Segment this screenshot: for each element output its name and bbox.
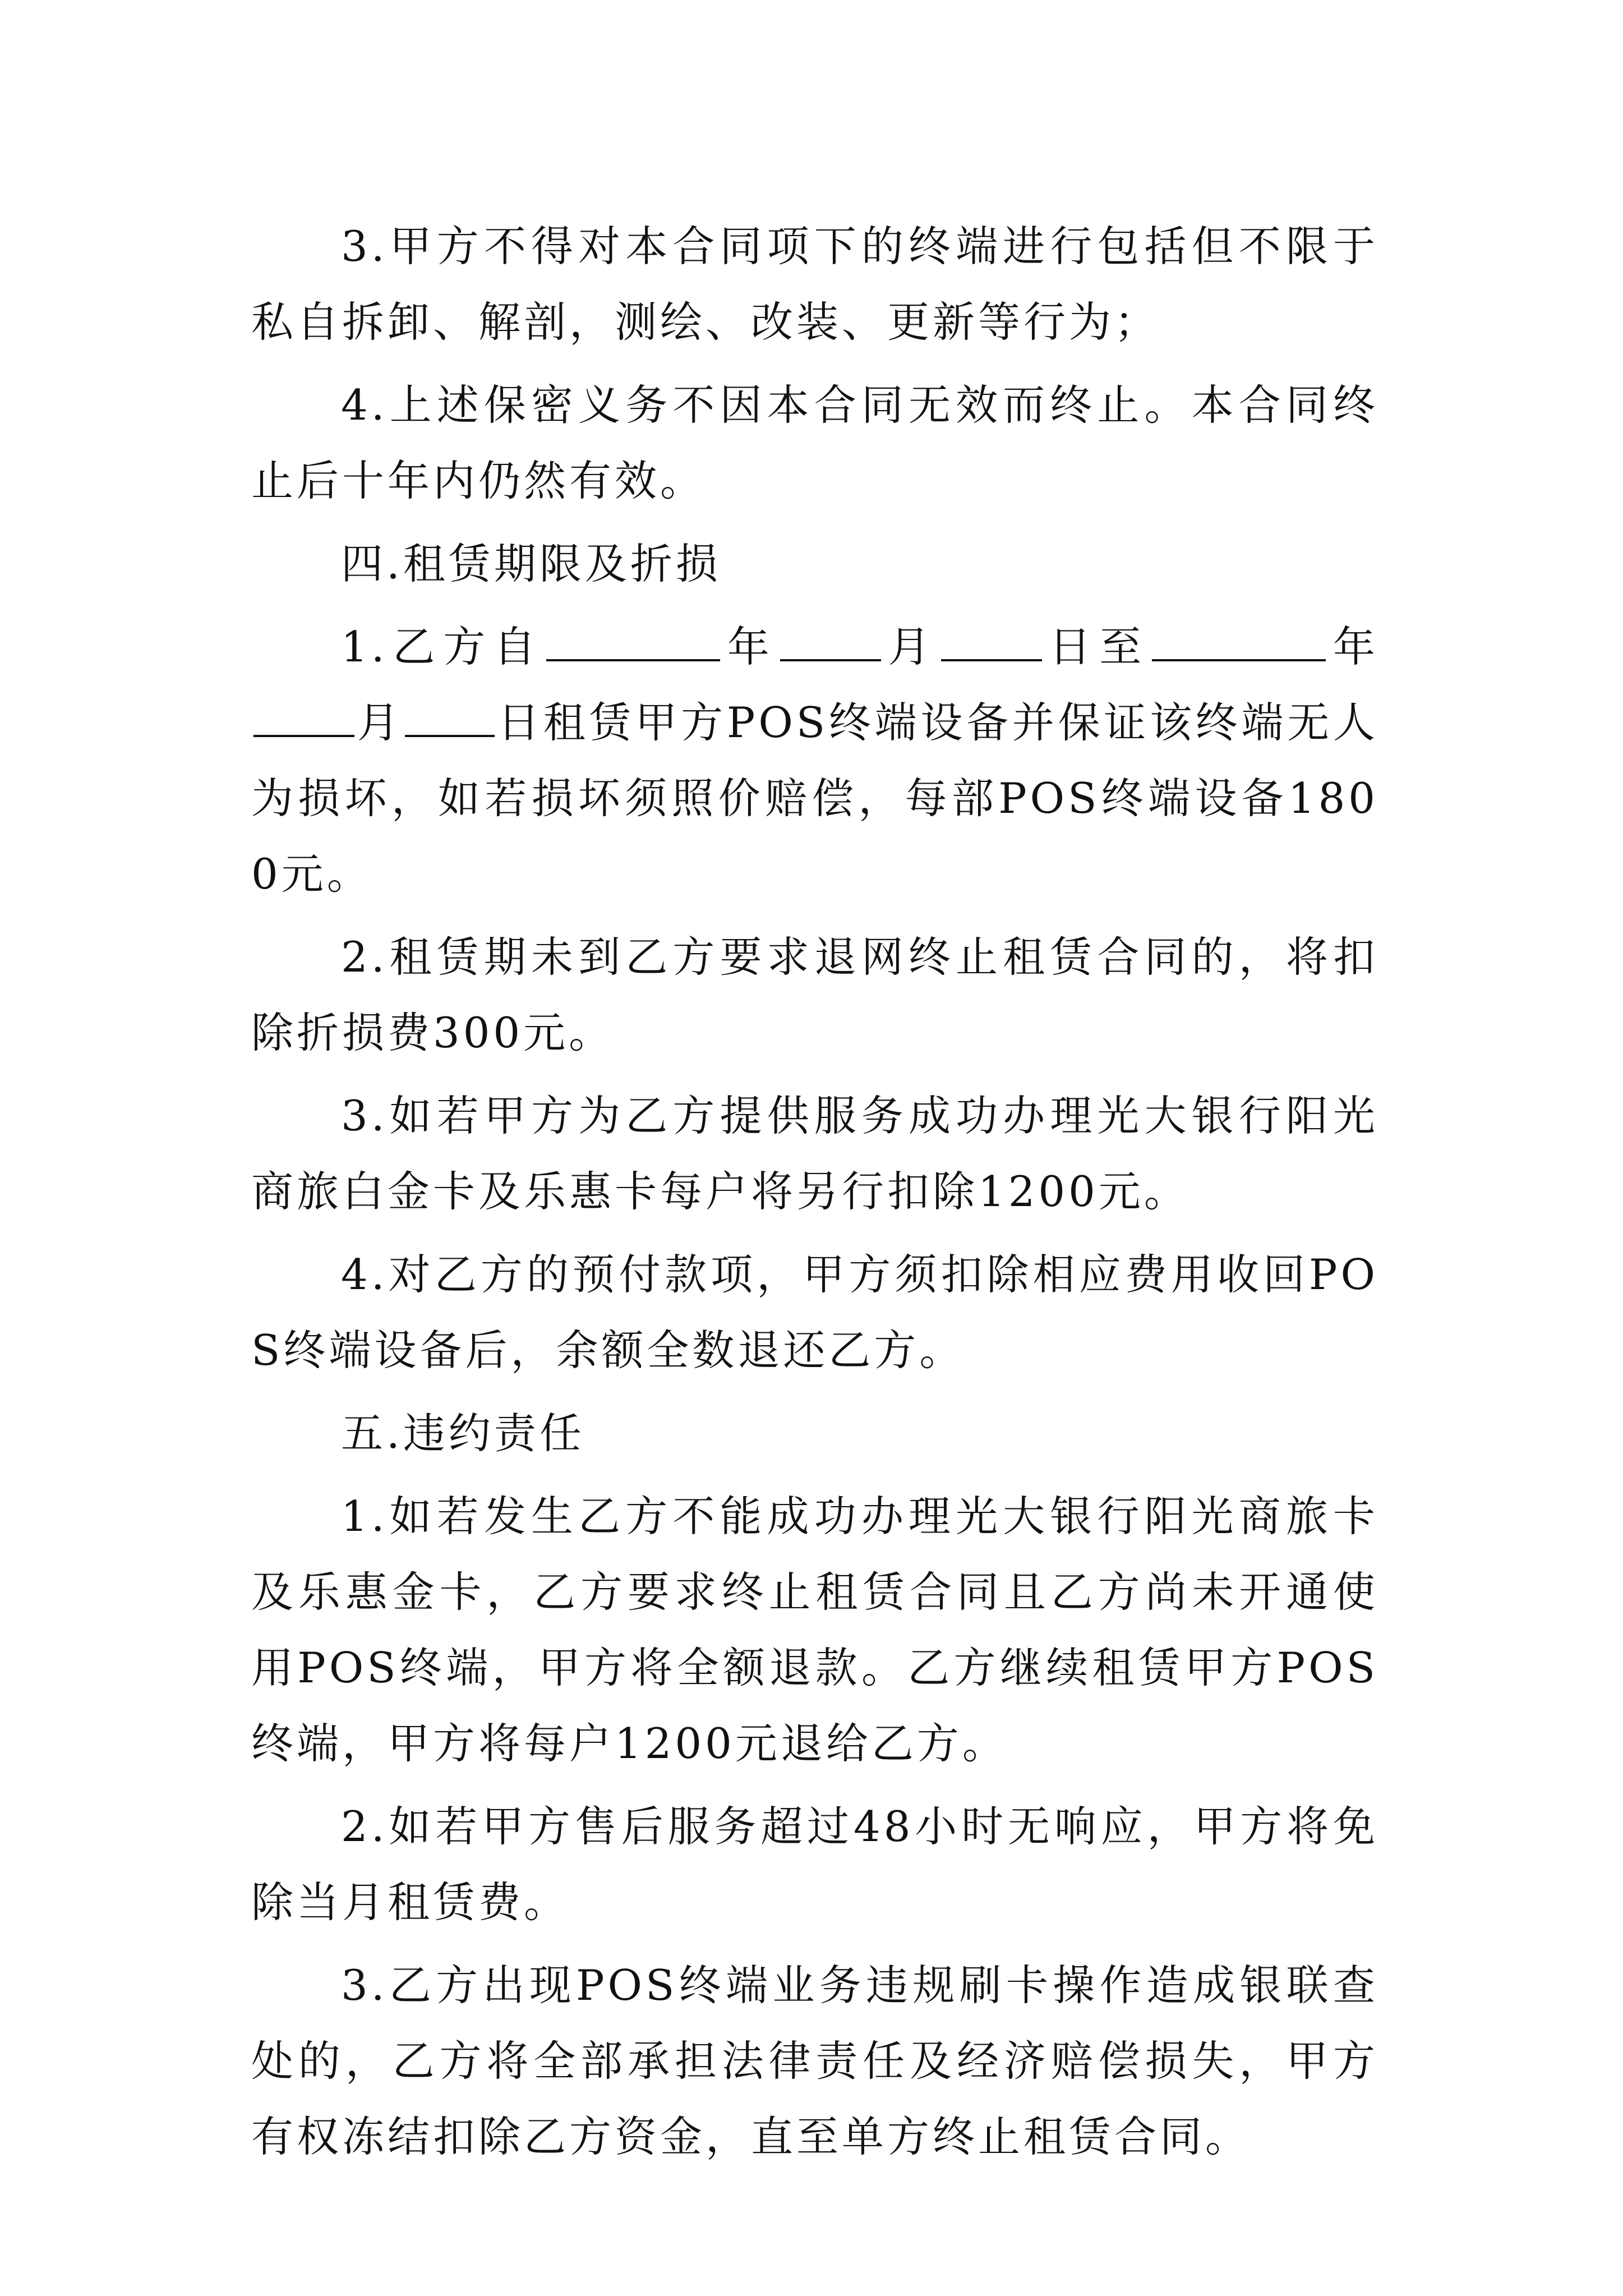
start-day-blank <box>941 657 1042 661</box>
clause-4-confidentiality: 4.上述保密义务不因本合同无效而终止。本合同终止后十年内仍然有效。 <box>251 380 1378 505</box>
day-to-label: 日至 <box>1044 622 1150 671</box>
document-body <box>251 209 1378 2182</box>
section-5-item-3: 3.乙方出现POS终端业务违规刷卡操作造成银联查处的，乙方将全部承担法律责任及经济赔偿损失，甲方有权冻结扣除乙方资金，直至单方终止租赁合同。 <box>251 1961 1378 2161</box>
section-4-item-4: 4.对乙方的预付款项，甲方须扣除相应费用收回POS终端设备后，余额全数退还乙方。 <box>251 1250 1378 1375</box>
section-5-heading: 五.违约责任 <box>341 1409 585 1458</box>
month-label: 月 <box>883 622 939 671</box>
section-5-item-2: 2.如若甲方售后服务超过48小时无响应，甲方将免除当月租赁费。 <box>251 1802 1378 1927</box>
section-5-item-1: 1.如若发生乙方不能成功办理光大银行阳光商旅卡及乐惠金卡，乙方要求终止租赁合同且乙方尚未开通使用POS终端，甲方将全额退款。乙方继续租赁甲方POS终端，甲方将每户1200元退给乙方。 <box>251 1492 1378 1768</box>
section-4-item-3: 3.如若甲方为乙方提供服务成功办理光大银行阳光商旅白金卡及乐惠卡每户将另行扣除1200元。 <box>251 1091 1378 1216</box>
year-label: 年 <box>1328 622 1378 671</box>
end-year-blank <box>1152 657 1326 661</box>
section-4-item-1 <box>251 609 1378 912</box>
month-label: 月 <box>357 698 403 747</box>
lease-terms-text: 日租赁甲方POS终端设备并保证该终端无人为损坏，如若损坏须照价赔偿，每部POS终端设备1800元。 <box>251 698 1378 899</box>
section-4-item-2: 2.租赁期未到乙方要求退网终止租赁合同的，将扣除折损费300元。 <box>251 932 1378 1057</box>
section-4-heading: 四.租赁期限及折损 <box>341 539 721 588</box>
start-year-blank <box>546 657 720 661</box>
year-label: 年 <box>722 622 778 671</box>
clause-3-no-disassembly: 3.甲方不得对本合同项下的终端进行包括但不限于私自拆卸、解剖，测绘、改装、更新等行为； <box>251 222 1378 347</box>
start-month-blank <box>780 657 881 661</box>
end-day-blank <box>405 733 495 737</box>
lease-start-label: 1.乙方自 <box>341 622 545 671</box>
end-month-blank <box>253 733 354 737</box>
